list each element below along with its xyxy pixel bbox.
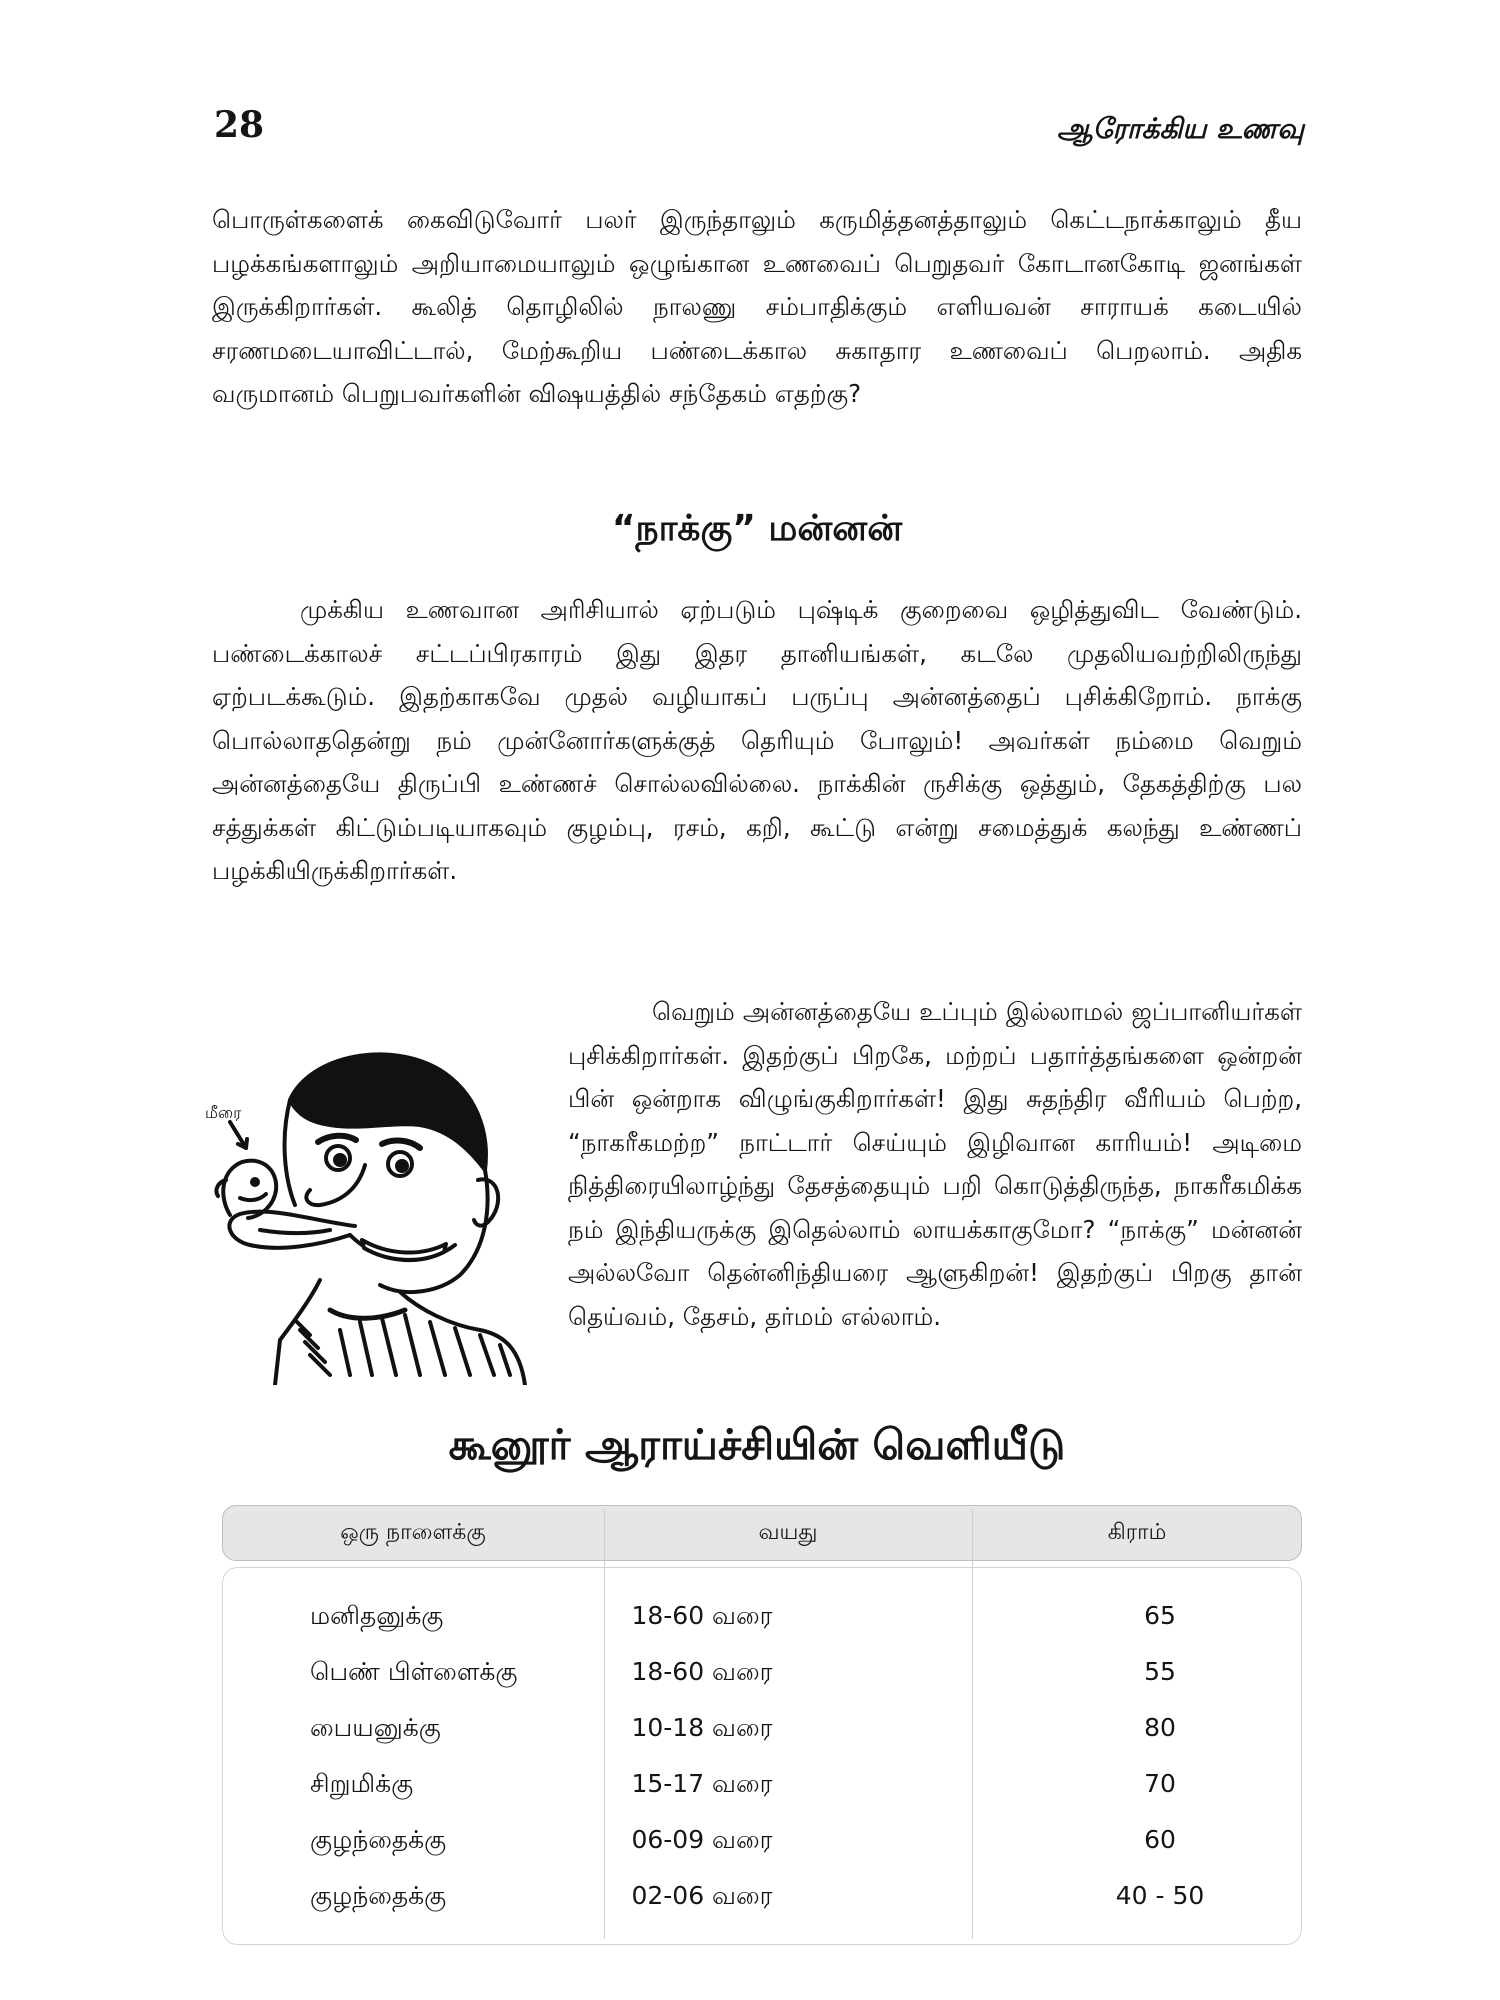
table-row bbox=[222, 1761, 1302, 1807]
cell-person: குழந்தைக்கு bbox=[310, 1881, 447, 1910]
table-row bbox=[222, 1817, 1302, 1863]
cell-person: பெண் பிள்ளைக்கு bbox=[310, 1657, 518, 1686]
nutrition-table bbox=[222, 1505, 1302, 1945]
cell-grams: 60 bbox=[1144, 1825, 1176, 1854]
cell-grams: 70 bbox=[1144, 1769, 1176, 1798]
tongue-king-cartoon bbox=[200, 1030, 540, 1385]
section-1-title: “நாக்கு” மன்னன் bbox=[611, 508, 903, 549]
running-head: ஆரோக்கிய உணவு bbox=[1057, 112, 1304, 145]
table-header-per-day: ஒரு நாளைக்கு bbox=[340, 1520, 486, 1545]
cell-grams: 65 bbox=[1144, 1601, 1176, 1630]
paragraph-3: வெறும் அன்னத்தையே உப்பும் இல்லாமல் ஜப்பானியர்கள் புசிக்கிறார்கள். இதற்குப் பிறகே, மற்றப் பதார்த்தங்களை ஒன்றன் பின் ஒன்றாக விழுங்குகிறார்கள்! இது சுதந்திர வீரியம் பெற்ற, “நாகரீகமற்ற” நாட்டார் செய்யும் இழிவான காரியம்! அடிமை நித்திரையிலாழ்ந்து தேசத்தையும் பறி கொடுத்திருந்த, நாகரீகமிக்க நம் இந்தியருக்கு இதெல்லாம் லாயக்காகுமோ? “நாக்கு” மன்னன் அல்லவோ தென்னிந்தியரை ஆளுகிறன்! இதற்குப் பிறகு தான் தெய்வம், தேசம், தர்மம் எல்லாம். bbox=[568, 997, 1302, 1331]
cell-grams: 55 bbox=[1144, 1657, 1176, 1686]
cell-person: சிறுமிக்கு bbox=[310, 1769, 414, 1798]
cartoon-label: மீரை bbox=[205, 1103, 242, 1122]
table-row bbox=[222, 1873, 1302, 1919]
cell-age: 10-18 வரை bbox=[631, 1713, 773, 1742]
table-row bbox=[222, 1649, 1302, 1695]
page-number: 28 bbox=[214, 104, 265, 146]
cell-grams: 80 bbox=[1144, 1713, 1176, 1742]
table-header-grams: கிராம் bbox=[1107, 1520, 1167, 1545]
paragraph-1: பொருள்களைக் கைவிடுவோர் பலர் இருந்தாலும் கருமித்தனத்தாலும் கெட்டநாக்காலும் தீய பழக்கங்களாலும் அறியாமையாலும் ஒழுங்கான உணவைப் பெறுதவர் கோடானகோடி ஜனங்கள் இருக்கிறார்கள். கூலித் தொழிலில் நாலணு சம்பாதிக்கும் எளியவன் சாராயக் கடையில் சரணமடையாவிட்டால், மேற்கூறிய பண்டைக்கால சுகாதார உணவைப் பெறலாம். அதிக வருமானம் பெறுபவர்களின் விஷயத்தில் சந்தேகம் எதற்கு? bbox=[212, 205, 1302, 408]
cell-person: மனிதனுக்கு bbox=[310, 1601, 444, 1630]
paragraph-2: முக்கிய உணவான அரிசியால் ஏற்படும் புஷ்டிக் குறைவை ஒழித்துவிட வேண்டும். பண்டைக்காலச் சட்டப்பிரகாரம் இது இதர தானியங்கள், கடலே முதலியவற்றிலிருந்து ஏற்படக்கூடும். இதற்காகவே முதல் வழியாகப் பருப்பு அன்னத்தைப் புசிக்கிறோம். நாக்கு பொல்லாததென்று நம் முன்னோர்களுக்குத் தெரியும் போலும்! அவர்கள் நம்மை வெறும் அன்னத்தையே திருப்பி உண்ணச் சொல்லவில்லை. நாக்கின் ருசிக்கு ஒத்தும், தேகத்திற்கு பல சத்துக்கள் கிட்டும்படியாகவும் குழம்பு, ரசம், கறி, கூட்டு என்று சமைத்துக் கலந்து உண்ணப் பழக்கியிருக்கிறார்கள். bbox=[212, 595, 1302, 885]
cell-age: 18-60 வரை bbox=[631, 1601, 773, 1630]
cell-person: பையனுக்கு bbox=[310, 1713, 441, 1742]
table-row bbox=[222, 1593, 1302, 1639]
cell-age: 06-09 வரை bbox=[631, 1825, 773, 1854]
cell-age: 15-17 வரை bbox=[631, 1769, 773, 1798]
cell-grams: 40 - 50 bbox=[1115, 1881, 1205, 1910]
section-2-title: கூனூர் ஆராய்ச்சியின் வெளியீடு bbox=[448, 1420, 1066, 1469]
cell-person: குழந்தைக்கு bbox=[310, 1825, 447, 1854]
table-row bbox=[222, 1705, 1302, 1751]
cell-age: 02-06 வரை bbox=[631, 1881, 773, 1910]
table-header-age: வயது bbox=[758, 1520, 818, 1545]
cell-age: 18-60 வரை bbox=[631, 1657, 773, 1686]
